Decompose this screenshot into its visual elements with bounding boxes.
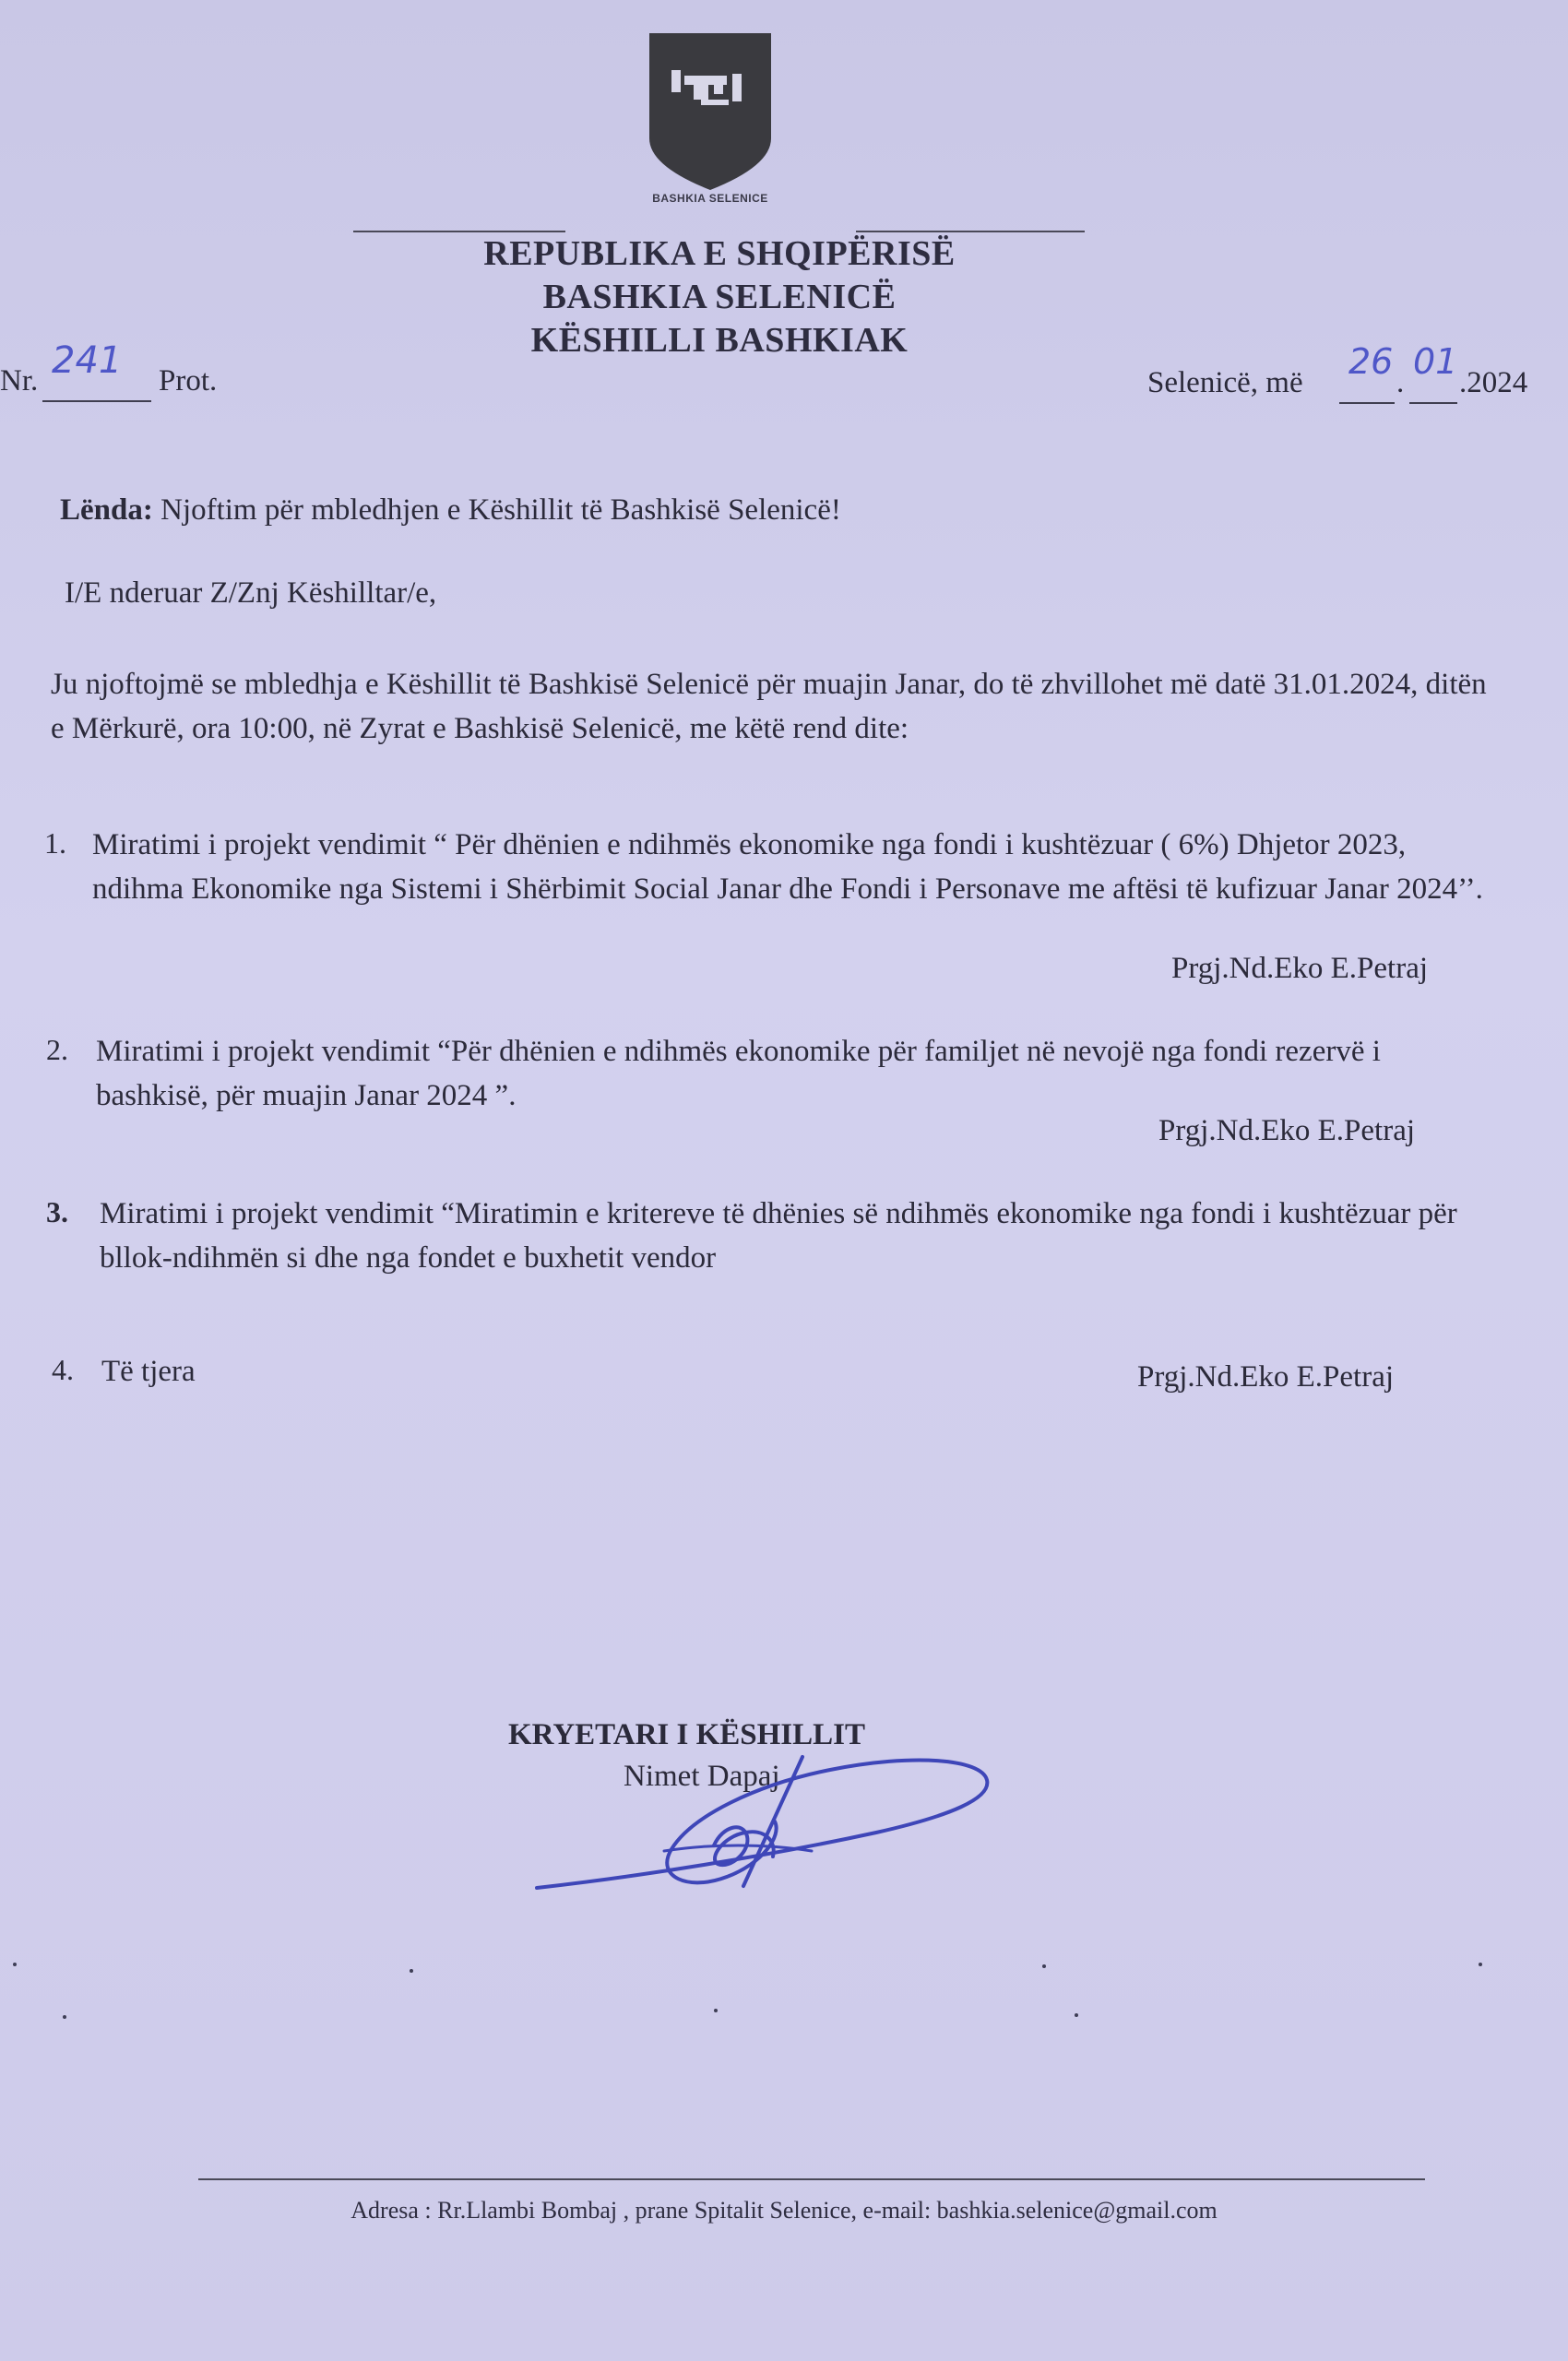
place-date-label: Selenicë, më bbox=[1147, 366, 1303, 399]
intro-paragraph: Ju njoftojmë se mbledhja e Këshillit të Bashkisë Selenicë për muajin Janar, do të zhvillohet më datë 31.01.2024, ditën e Mërkurë, ora 10:00, në Zyrat e Bashkisë Selenicë, me këtë rend dite: bbox=[51, 668, 1487, 745]
chair-title: KRYETARI I KËSHILLIT bbox=[508, 1718, 866, 1751]
footer-rule bbox=[198, 2178, 1425, 2180]
paper-speck bbox=[714, 2009, 718, 2012]
header-rule-left bbox=[353, 231, 565, 232]
day-handwritten: 26 bbox=[1348, 341, 1394, 382]
agenda-item-text: Të tjera bbox=[101, 1355, 196, 1388]
paper-speck bbox=[63, 2015, 66, 2019]
logo-caption: BASHKIA SELENICE bbox=[652, 192, 768, 205]
agenda-item-number: 2. bbox=[46, 1033, 68, 1066]
paper-speck bbox=[13, 1963, 17, 1966]
salutation: I/E nderuar Z/Znj Këshilltar/e, bbox=[65, 576, 437, 610]
agenda-item-text: Miratimi i projekt vendimit “Miratimin e kritereve të dhënies së ndihmës ekonomike nga fondi i kushtëzuar për bllok-ndihmën si dhe nga fondet e buxhetit vendor bbox=[100, 1197, 1457, 1275]
heading-municipality: BASHKIA SELENICË bbox=[542, 278, 897, 316]
agenda-item-number: 4. bbox=[52, 1353, 74, 1386]
paper-speck bbox=[410, 1969, 413, 1973]
footer-address: Adresa : Rr.Llambi Bombaj , prane Spitalit Selenice, e-mail: bashkia.selenice@gmail.com bbox=[350, 2197, 1218, 2224]
paper-speck bbox=[1075, 2013, 1078, 2017]
agenda-item-number: 1. bbox=[44, 826, 66, 860]
handwritten-signature bbox=[526, 1748, 1005, 1914]
heading-council: KËSHILLI BASHKIAK bbox=[530, 321, 909, 360]
agenda-item-responsible: Prgj.Nd.Eko E.Petraj bbox=[1171, 952, 1429, 985]
subject-line bbox=[60, 493, 841, 528]
year-value: .2024 bbox=[1459, 366, 1528, 399]
protocol-number-handwritten: 241 bbox=[52, 339, 123, 382]
chair-name: Nimet Dapaj bbox=[624, 1760, 780, 1793]
agenda-item-text: Miratimi i projekt vendimit “ Për dhënien e ndihmës ekonomike nga fondi i kushtëzuar ( 6%) Dhjetor 2023, ndihma Ekonomike nga Sistemi i Shërbimit Social Janar dhe Fondi i Personave me aftësi të kufizuar Janar 2024’’. bbox=[92, 828, 1483, 906]
paper-speck bbox=[1479, 1963, 1482, 1966]
header-rule-right bbox=[856, 231, 1085, 232]
agenda-item-responsible: Prgj.Nd.Eko E.Petraj bbox=[1158, 1114, 1416, 1147]
date-separator: . bbox=[1396, 366, 1405, 399]
subject-label: Lënda: bbox=[60, 493, 153, 527]
municipality-logo bbox=[646, 28, 775, 194]
heading-republic: REPUBLIKA E SHQIPËRISË bbox=[483, 234, 956, 273]
agenda-item-number: 3. bbox=[46, 1195, 68, 1228]
prot-label: Prot. bbox=[159, 364, 218, 397]
agenda-item-responsible: Prgj.Nd.Eko E.Petraj bbox=[1137, 1360, 1395, 1394]
agenda-item-text: Miratimi i projekt vendimit “Për dhënien e ndihmës ekonomike për familjet në nevojë nga fondi rezervë i bashkisë, për muajin Janar 2024 ”. bbox=[96, 1035, 1381, 1112]
subject-text: Njoftim për mbledhjen e Këshillit të Bashkisë Selenicë! bbox=[160, 493, 841, 527]
month-handwritten: 01 bbox=[1413, 341, 1458, 382]
paper-speck bbox=[1042, 1964, 1046, 1968]
nr-label: Nr. bbox=[0, 364, 39, 397]
